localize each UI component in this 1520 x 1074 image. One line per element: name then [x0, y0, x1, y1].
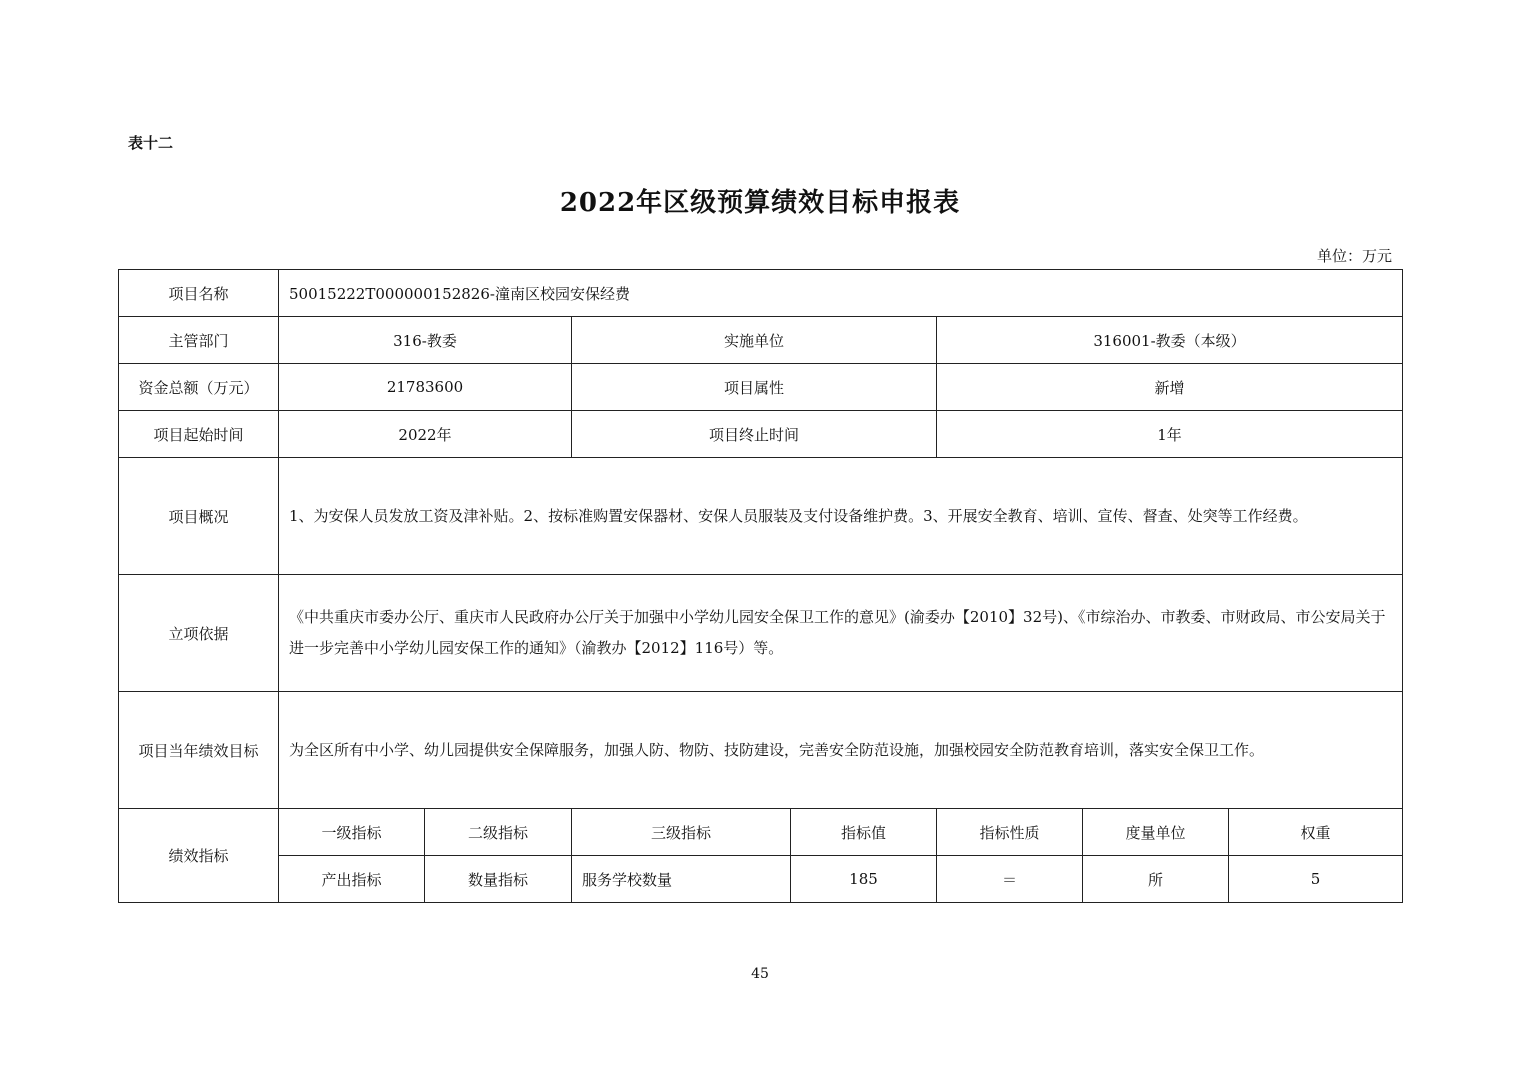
indicator-cell-value: 185	[791, 856, 937, 903]
indicator-header-cell: 指标性质	[937, 809, 1083, 856]
project-attribute-value: 新增	[937, 364, 1403, 411]
row-project-name	[119, 270, 1403, 317]
indicator-header-cell: 指标值	[791, 809, 937, 856]
end-time-value: 1年	[937, 411, 1403, 458]
total-funds-label: 资金总额（万元）	[119, 364, 279, 411]
row-dates	[119, 411, 1403, 458]
end-time-label: 项目终止时间	[572, 411, 937, 458]
implementing-unit-value: 316001-教委（本级）	[937, 317, 1403, 364]
indicators-label: 绩效指标	[119, 809, 279, 903]
project-attribute-label: 项目属性	[572, 364, 937, 411]
total-funds-value: 21783600	[279, 364, 572, 411]
indicator-header-cell: 三级指标	[572, 809, 791, 856]
project-name-label: 项目名称	[119, 270, 279, 317]
row-annual-goal	[119, 692, 1403, 809]
start-time-label: 项目起始时间	[119, 411, 279, 458]
indicator-cell-level2: 数量指标	[425, 856, 572, 903]
indicator-header-row	[119, 809, 1403, 856]
indicator-cell-unit: 所	[1083, 856, 1229, 903]
basis-value: 《中共重庆市委办公厅、重庆市人民政府办公厅关于加强中小学幼儿园安全保卫工作的意见》(渝委办【2010】32号)、《市综治办、市教委、市财政局、市公安局关于进一步完善中小学幼儿园安保工作的通知》（渝教办【2012】116号）等。	[279, 575, 1403, 692]
budget-performance-table	[118, 269, 1403, 903]
indicator-cell-level3: 服务学校数量	[572, 856, 791, 903]
indicator-row	[119, 856, 1403, 903]
overview-value: 1、为安保人员发放工资及津补贴。2、按标准购置安保器材、安保人员服装及支付设备维护费。3、开展安全教育、培训、宣传、督查、处突等工作经费。	[279, 458, 1403, 575]
start-time-value: 2022年	[279, 411, 572, 458]
row-department	[119, 317, 1403, 364]
table-number: 表十二	[128, 134, 174, 152]
indicator-cell-level1: 产出指标	[279, 856, 425, 903]
overview-label: 项目概况	[119, 458, 279, 575]
implementing-unit-label: 实施单位	[572, 317, 937, 364]
indicator-header-cell: 权重	[1229, 809, 1403, 856]
indicator-header-cell: 度量单位	[1083, 809, 1229, 856]
department-value: 316-教委	[279, 317, 572, 364]
indicator-cell-weight: 5	[1229, 856, 1403, 903]
row-overview	[119, 458, 1403, 575]
unit-label: 单位：万元	[1316, 247, 1392, 265]
row-funds	[119, 364, 1403, 411]
project-name-value: 50015222T000000152826-潼南区校园安保经费	[279, 270, 1403, 317]
document-title: 2022年区级预算绩效目标申报表	[559, 188, 961, 218]
indicator-cell-nature: ＝	[937, 856, 1083, 903]
indicator-header-cell: 二级指标	[425, 809, 572, 856]
row-basis	[119, 575, 1403, 692]
department-label: 主管部门	[119, 317, 279, 364]
annual-goal-value: 为全区所有中小学、幼儿园提供安全保障服务，加强人防、物防、技防建设，完善安全防范设施，加强校园安全防范教育培训，落实安全保卫工作。	[279, 692, 1403, 809]
indicator-header-cell: 一级指标	[279, 809, 425, 856]
page-number: 45	[751, 966, 769, 982]
basis-label: 立项依据	[119, 575, 279, 692]
annual-goal-label: 项目当年绩效目标	[119, 692, 279, 809]
